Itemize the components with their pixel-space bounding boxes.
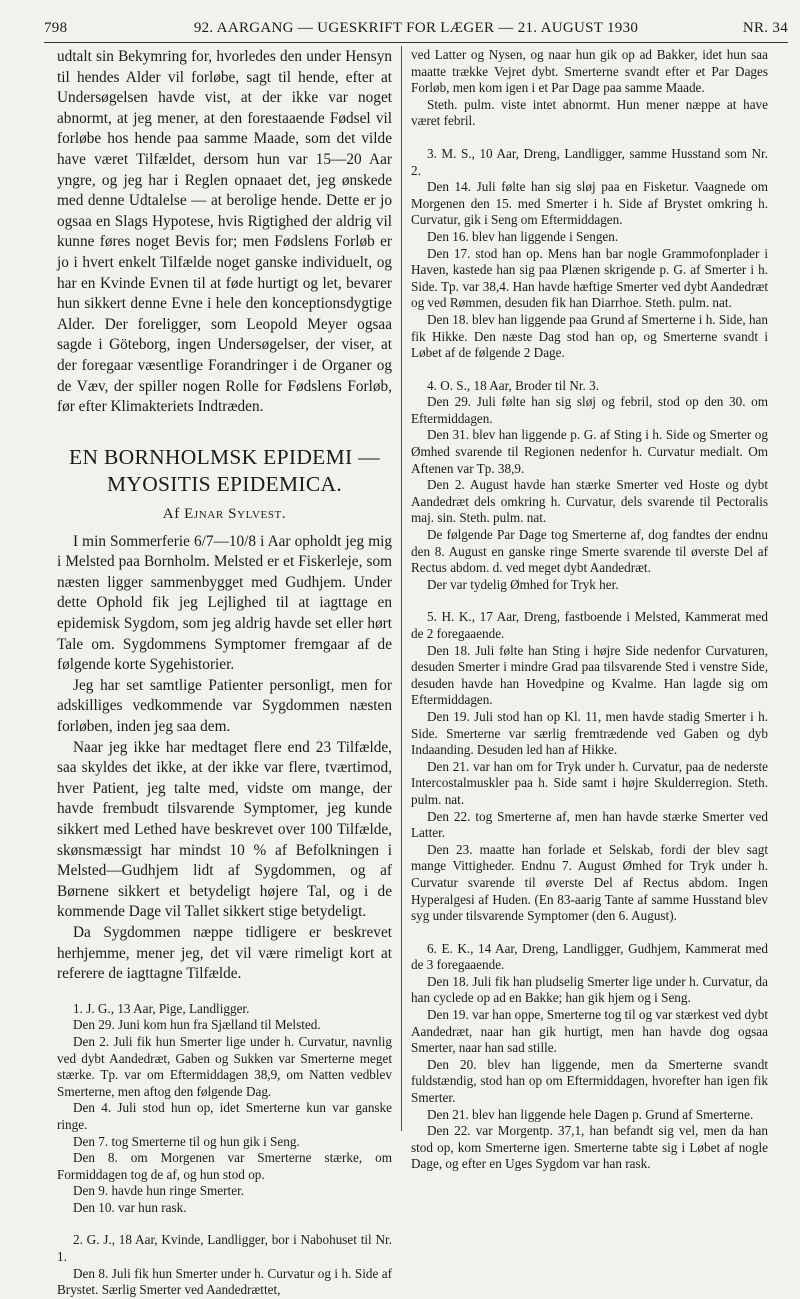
case-line: Den 18. Juli fik han pludselig Smerter lige under h. Curvatur, da han cyclede op ad en Bakke; han gik hjem og i Seng.: [411, 973, 768, 1006]
case-line: Den 22. var Morgentp. 37,1, han befandt sig vel, men da han stod op, kom Smerterne igen. Smerterne tabte sig i Løbet af nogle Dage, og efter en Uges Sygdom var han rask.: [411, 1123, 768, 1172]
case-line: Den 22. tog Smerterne af, men han havde stærke Smerter ved Latter.: [411, 808, 768, 841]
article-title-line: MYOSITIS EPIDEMICA.: [106, 471, 343, 496]
case-line: Der var tydelig Ømhed for Tryk her.: [427, 576, 619, 592]
case-history: [57, 1232, 392, 1298]
case-line: ved Latter og Nysen, og naar hun gik op ad Bakker, idet hun saa maatte trække Vejret dybt. Smerterne svandt efter et Par Dages Forløb, men kom igen i et Par Dage paa samme Maade.: [411, 47, 768, 96]
case-history: [57, 1001, 392, 1217]
case-line: Steth. pulm. viste intet abnormt. Hun mener næppe at have været febril.: [411, 96, 768, 129]
case-line: Den 17. stod han op. Mens han bar nogle Grammofonplader i Haven, kastede han sig paa Plænen skrigende p. G. af Smerter i h. Side. Tp. var 38,4. Han havde hæftige Smerter ved dybt Aandedræt og ved Rømmen, desuden fik han Diarrhoe. Steth. pulm. nat.: [411, 245, 768, 311]
case-line: Den 23. maatte han forlade et Selskab, fordi der blev sagt mange Vittigheder. Endnu 7. August Ømhed for Tryk under h. Curvatur svarende til øverste Del af Rectus abdom. Ingen Hyperalgesi af Huden. (En 83-aarig Tante af samme Husstand blev syg under tilsvarende Symptomer (den 6. August).: [411, 841, 768, 924]
intro-paragraph: Jeg har set samtlige Patienter personligt, men for adskilliges vedkommende var Sygdommen næsten forløben, inden jeg saa dem.: [57, 676, 392, 736]
article-byline: [57, 504, 392, 524]
case-line: Den 18. Juli følte han Sting i højre Side nedenfor Curvaturen, desuden Smerter i mindre Grad paa tilsvarende Sted i venstre Side, desuden havde han Hovedpine og Kvalme. Han lagde sig om Eftermiddagen.: [411, 642, 768, 708]
case-line: 1. J. G., 13 Aar, Pige, Landligger.: [73, 1000, 250, 1016]
case-history: [411, 378, 768, 594]
case-line: Den 2. August havde han stærke Smerter ved Hoste og dybt Aandedræt dels omkring h. Curvatur, dels svarende til Pectoralis maj. sin. Steth. pulm. nat.: [411, 477, 768, 526]
intro-paragraph: Da Sygdommen næppe tidligere er beskrevet herhjemme, mener jeg, det vil være rimeligt kort at referere de iagttagne Tilfælde.: [57, 923, 392, 983]
case-line: Den 29. Juni kom hun fra Sjælland til Melsted.: [73, 1017, 321, 1033]
case-line: Den 7. tog Smerterne til og hun gik i Seng.: [73, 1133, 300, 1149]
right-column: [411, 47, 768, 1173]
running-header: [44, 18, 788, 43]
case-line: Den 20. blev han liggende, men da Smerterne svandt fuldstændig, stod han op om Eftermiddagen, hvorefter han igen fik Smerter.: [411, 1056, 768, 1106]
case-line: Den 8. Juli fik hun Smerter under h. Curvatur og i h. Side af Brystet. Særlig Smerter ved Aandedrættet,: [57, 1265, 392, 1298]
case-line: 4. O. S., 18 Aar, Broder til Nr. 3.: [427, 377, 599, 393]
body-paragraph: udtalt sin Bekymring for, hvorledes den under Hensyn til hendes Alder vil forløbe, sagt til hende, efter at Undersøgelsen havde vist, at der ikke var noget abnormt, at jeg mener, at den forestaaende Fødsel vil forløbe hos hende paa samme Maade, som det vilde have været Tilfældet, dersom hun var 15—20 Aar yngre, og jeg har i Reglen opnaaet det, jeg ønskede med denne Udtalelse — at berolige hende. Dette er jo ogsaa en Slags Hypotese, hvis Rigtighed der aldrig vil kunne føres noget Bevis for; men Fødslens Forløb er jo i hvert enkelt Tilfælde noget ganske individuelt, og har en Kvinde Evnen til at føde hurtigt og let, bevarer hun sikkert denne Evne i hele den konceptionsdygtige Alder. Der foreligger, som Leopold Meyer ogsaa sagde i Göteborg, ingen Undersøgelser, der viser, at der foregaar væsentlige Forandringer i de Organer og de Væv, der spiller nogen Rolle for Fødslens Forløb, før efter Klimakteriets Indtræden.: [57, 48, 392, 416]
case-line: 2. G. J., 18 Aar, Kvinde, Landligger, bor i Nabohuset til Nr. 1.: [57, 1232, 392, 1265]
intro-paragraph: I min Sommerferie 6/7—10/8 i Aar opholdt jeg mig i Melsted paa Bornholm. Melsted er et Fiskerleje, som næsten ligger sammenbygget med Gudhjem. Under dette Ophold fik jeg Lejlighed til at iagttage en epidemisk Sygdom, som jeg aldrig havde set eller hørt Tale om. Sygdommens Symptomer fremgaar af de følgende korte Sygehistorier.: [57, 532, 392, 674]
case-line: Den 2. Juli fik hun Smerter lige under h. Curvatur, navnlig ved dybt Aandedræt, Gaben og Sukken var Smerterne meget stærke. Tp. var om Eftermiddagen 38,9, om Natten vedblev Smerterne, men aftog den følgende Dag.: [57, 1033, 392, 1099]
case-line: Den 18. blev han liggende paa Grund af Smerterne i h. Side, han fik Hikke. Den næste Dag stod han op, og Smerterne svandt i Løbet af de følgende 2 Dage.: [411, 311, 768, 361]
journal-title: 92. AARGANG — UGESKRIFT FOR LÆGER — 21. AUGUST 1930: [193, 20, 639, 36]
article-title: [57, 444, 392, 498]
case-history: [411, 941, 768, 1173]
page-number: 798: [44, 20, 68, 36]
article-title-line: EN BORNHOLMSK EPIDEMI —: [69, 444, 380, 469]
case-line: Den 31. blev han liggende p. G. af Sting i h. Side og Smerter og Ømhed svarende til Regionen nedenfor h. Curvatur medialt. Om Aftenen var Tp. 38,9.: [411, 427, 768, 476]
case-line: Den 19. Juli stod han op Kl. 11, men havde stadig Smerter i h. Side. Smerterne var særlig fremtrædende ved Gaben og dyb Indaanding. Desuden led han af Hikke.: [411, 708, 768, 758]
case-line: 3. M. S., 10 Aar, Dreng, Landligger, samme Husstand som Nr. 2.: [411, 145, 768, 178]
case-history: [411, 609, 768, 924]
case-history-continued: [411, 47, 768, 130]
author-name: Ejnar Sylvest.: [184, 505, 287, 522]
case-line: Den 8. om Morgenen var Smerterne stærke, om Formiddagen tog de af, og hun stod op.: [57, 1150, 392, 1182]
case-line: 5. H. K., 17 Aar, Dreng, fastboende i Melsted, Kammerat med de 2 foregaaende.: [411, 609, 768, 641]
case-line: Den 10. var hun rask.: [73, 1199, 187, 1215]
case-line: Den 4. Juli stod hun op, idet Smerterne kun var ganske ringe.: [57, 1100, 392, 1132]
byline-prefix: Af: [162, 505, 180, 522]
issue-number: NR. 34: [742, 20, 788, 36]
case-line: Den 9. havde hun ringe Smerter.: [73, 1183, 245, 1199]
case-line: Den 14. Juli følte han sig sløj paa en Fisketur. Vaagnede om Morgenen den 15. med Smerter i h. Side af Brystet omkring h. Curvatur, gik i Seng om Eftermiddagen.: [411, 179, 768, 228]
case-line: Den 29. Juli følte han sig sløj og febril, stod op den 30. om Eftermiddagen.: [411, 394, 768, 426]
case-line: Den 21. var han om for Tryk under h. Curvatur, paa de nederste Intercostalmuskler paa h. Side samt i højre Skulderregion. Steth. pulm. nat.: [411, 758, 768, 807]
case-line: Den 21. blev han liggende hele Dagen p. Grund af Smerterne.: [427, 1106, 754, 1122]
case-line: Den 19. var han oppe, Smerterne tog til og var stærkest ved dybt Aandedræt, naar han gik hurtigt, men han havde dog ogsaa Smerter, naar han sad stille.: [411, 1007, 768, 1056]
case-line: 6. E. K., 14 Aar, Dreng, Landligger, Gudhjem, Kammerat med de 3 foregaaende.: [411, 940, 768, 973]
intro-paragraph: Naar jeg ikke har medtaget flere end 23 Tilfælde, saa skyldes det ikke, at der ikke var flere, tværtimod, hver Patient, jeg talte med, vidste om mange, der havde frembudt tilsvarende Symptomer, jeg kunde sikkert med Lethed have beskrevet over 100 Tilfælde, skønsmæssigt har mindst 10 % af Befolkningen i Melsted—Gudhjem lidt af Sygdommen, og af Børnene sikkert et betydeligt højere Tal, og i de kommende Dage vil Tallet sikkert stige betydeligt.: [57, 738, 392, 921]
case-line: Den 16. blev han liggende i Sengen.: [427, 228, 619, 244]
column-divider: [401, 46, 402, 1131]
left-column: [57, 47, 392, 1299]
case-line: De følgende Par Dage tog Smerterne af, dog fandtes der endnu den 8. August en ganske ringe Smerte svarende til øverste Del af Rectus abdom. d. ved meget dybt Aandedræt.: [411, 527, 768, 576]
case-history: [411, 146, 768, 362]
